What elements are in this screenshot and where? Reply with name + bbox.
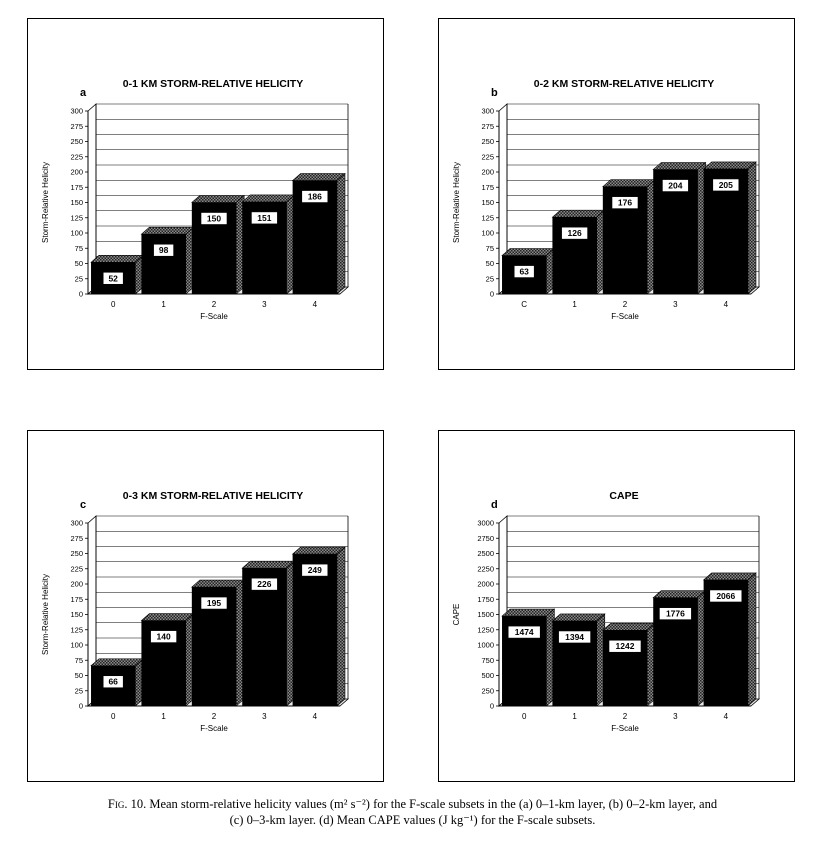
bar-top-face bbox=[552, 210, 604, 217]
y-tick-label: 125 bbox=[70, 625, 83, 635]
x-tick-label: 4 bbox=[723, 300, 729, 309]
x-tick-label: 4 bbox=[312, 712, 318, 721]
y-tick-label: 25 bbox=[485, 274, 494, 284]
x-tick-label: 3 bbox=[673, 300, 678, 309]
bar-top-face bbox=[502, 609, 554, 616]
data-label: 205 bbox=[718, 179, 733, 190]
data-label: 52 bbox=[108, 273, 118, 284]
bar-group bbox=[502, 249, 554, 294]
bar-top-face bbox=[293, 174, 345, 181]
y-tick-label: 1250 bbox=[477, 625, 494, 635]
y-tick-label: 75 bbox=[74, 655, 83, 665]
caption-line-2: (c) 0–3-km layer. (d) Mean CAPE values (J kg⁻¹) for the F-scale subsets. bbox=[229, 813, 596, 827]
y-tick-label: 225 bbox=[481, 152, 494, 162]
y-tick-label: 0 bbox=[489, 701, 494, 711]
data-label: 151 bbox=[257, 212, 272, 223]
y-tick-label: 175 bbox=[70, 594, 83, 604]
y-tick-label: 175 bbox=[70, 182, 83, 192]
y-tick-label: 75 bbox=[74, 243, 83, 253]
bar-group bbox=[192, 580, 244, 706]
bar-top-face bbox=[141, 614, 193, 621]
data-label: 98 bbox=[158, 245, 169, 256]
y-tick-label: 125 bbox=[70, 213, 83, 223]
chart-d-svg bbox=[439, 431, 794, 781]
bar-group bbox=[704, 162, 756, 294]
y-tick-label: 50 bbox=[74, 259, 83, 268]
y-tick-label: 250 bbox=[481, 137, 494, 146]
x-tick-label: C bbox=[521, 300, 528, 309]
bar-group bbox=[293, 547, 345, 706]
data-label: 226 bbox=[257, 579, 272, 590]
bar-top-face bbox=[502, 249, 554, 256]
bar-group bbox=[242, 561, 294, 706]
panel-letter: a bbox=[80, 87, 87, 99]
x-axis-label: F-Scale bbox=[200, 724, 228, 733]
data-label: 176 bbox=[617, 197, 633, 208]
chart-panel-a bbox=[27, 18, 384, 370]
panel-letter: c bbox=[80, 499, 87, 511]
chart-b-svg bbox=[439, 19, 794, 369]
bar-top-face bbox=[653, 163, 705, 170]
chart-panel-d bbox=[438, 430, 795, 782]
bar-top-face bbox=[653, 591, 705, 598]
data-label: 204 bbox=[668, 180, 683, 191]
chart-c-svg bbox=[28, 431, 383, 781]
data-label: 2066 bbox=[716, 590, 736, 601]
y-tick-label: 25 bbox=[74, 274, 83, 284]
panel-letter: d bbox=[491, 499, 498, 511]
y-tick-label: 50 bbox=[485, 259, 494, 268]
y-tick-label: 1500 bbox=[477, 610, 494, 619]
y-tick-label: 750 bbox=[481, 655, 494, 665]
y-tick-label: 275 bbox=[70, 533, 83, 543]
bar-group bbox=[91, 659, 143, 706]
y-tick-label: 2250 bbox=[477, 564, 494, 574]
data-label: 126 bbox=[567, 228, 582, 239]
y-tick-label: 150 bbox=[481, 198, 494, 207]
bar-group bbox=[653, 591, 705, 706]
x-tick-label: 1 bbox=[572, 300, 577, 309]
bar-top-face bbox=[242, 561, 294, 568]
x-tick-label: 2 bbox=[622, 712, 628, 721]
data-label: 1242 bbox=[615, 641, 635, 652]
y-tick-label: 125 bbox=[481, 213, 494, 223]
y-tick-label: 100 bbox=[70, 228, 83, 238]
bar-group bbox=[141, 614, 193, 706]
y-axis-label: Storm-Relative Helicity bbox=[452, 162, 461, 243]
y-tick-label: 250 bbox=[70, 137, 83, 146]
x-tick-label: 4 bbox=[312, 300, 318, 309]
chart-title: 0-2 KM STORM-RELATIVE HELICITY bbox=[533, 78, 715, 90]
x-tick-label: 3 bbox=[262, 712, 267, 721]
x-axis-label: F-Scale bbox=[611, 724, 639, 733]
bar-group bbox=[502, 609, 554, 706]
x-tick-label: 0 bbox=[110, 712, 116, 721]
bar-group bbox=[704, 573, 756, 706]
y-tick-label: 0 bbox=[489, 289, 494, 299]
y-axis-label: CAPE bbox=[452, 603, 461, 626]
x-tick-label: 4 bbox=[723, 712, 729, 721]
y-tick-label: 150 bbox=[70, 610, 83, 619]
x-tick-label: 2 bbox=[622, 300, 628, 309]
data-label: 150 bbox=[206, 213, 222, 224]
y-tick-label: 25 bbox=[74, 686, 83, 696]
bar-group bbox=[552, 614, 604, 706]
y-tick-label: 2000 bbox=[477, 579, 494, 589]
y-tick-label: 0 bbox=[78, 289, 83, 299]
data-label: 1776 bbox=[665, 608, 685, 619]
y-axis-label: Storm-Relative Helicity bbox=[41, 574, 50, 655]
x-tick-label: 3 bbox=[262, 300, 267, 309]
bar-top-face bbox=[192, 580, 244, 587]
y-tick-label: 2750 bbox=[477, 533, 494, 543]
y-tick-label: 225 bbox=[70, 152, 83, 162]
data-label: 63 bbox=[519, 266, 529, 277]
bar-top-face bbox=[91, 659, 143, 666]
bar bbox=[293, 554, 337, 706]
x-tick-label: 1 bbox=[572, 712, 577, 721]
y-tick-label: 200 bbox=[70, 167, 83, 177]
bar-group bbox=[293, 174, 345, 294]
data-label: 140 bbox=[156, 631, 171, 642]
x-axis-label: F-Scale bbox=[611, 312, 639, 321]
y-tick-label: 100 bbox=[70, 640, 83, 650]
data-label: 66 bbox=[108, 676, 118, 687]
data-label: 1474 bbox=[514, 627, 534, 638]
figure-label: Fig. 10. bbox=[107, 797, 147, 811]
x-tick-label: 0 bbox=[110, 300, 116, 309]
bar-group bbox=[242, 195, 294, 294]
x-tick-label: 3 bbox=[673, 712, 678, 721]
y-tick-label: 250 bbox=[481, 686, 494, 696]
y-tick-label: 500 bbox=[481, 671, 494, 680]
x-tick-label: 1 bbox=[161, 712, 166, 721]
bar-top-face bbox=[242, 195, 294, 202]
panel-letter: b bbox=[491, 87, 498, 99]
x-axis-label: F-Scale bbox=[200, 312, 228, 321]
bar-top-face bbox=[192, 196, 244, 203]
bar-side-face bbox=[337, 174, 345, 294]
bar-group bbox=[552, 210, 604, 294]
bar-top-face bbox=[603, 623, 655, 630]
y-tick-label: 2500 bbox=[477, 549, 494, 558]
y-tick-label: 200 bbox=[481, 167, 494, 177]
chart-panel-c bbox=[27, 430, 384, 782]
data-label: 195 bbox=[206, 598, 222, 609]
y-tick-label: 300 bbox=[70, 106, 83, 116]
y-tick-label: 300 bbox=[481, 106, 494, 116]
chart-a-svg bbox=[28, 19, 383, 369]
chart-title: 0-1 KM STORM-RELATIVE HELICITY bbox=[122, 78, 304, 90]
bar-top-face bbox=[293, 547, 345, 554]
bar-side-face bbox=[748, 162, 756, 294]
x-tick-label: 1 bbox=[161, 300, 166, 309]
chart-title: 0-3 KM STORM-RELATIVE HELICITY bbox=[122, 490, 304, 502]
y-tick-label: 150 bbox=[70, 198, 83, 207]
bar-group bbox=[91, 255, 143, 294]
bar-top-face bbox=[704, 162, 756, 169]
y-tick-label: 275 bbox=[70, 121, 83, 131]
bar-group bbox=[653, 163, 705, 294]
data-label: 186 bbox=[307, 191, 322, 202]
y-axis-label: Storm-Relative Helicity bbox=[41, 162, 50, 243]
chart-panel-b bbox=[438, 18, 795, 370]
bar bbox=[141, 234, 185, 294]
y-tick-label: 0 bbox=[78, 701, 83, 711]
bar-side-face bbox=[337, 547, 345, 706]
y-tick-label: 1750 bbox=[477, 594, 494, 604]
bar-top-face bbox=[603, 180, 655, 187]
data-label: 1394 bbox=[565, 631, 585, 642]
y-tick-label: 100 bbox=[481, 228, 494, 238]
y-tick-label: 3000 bbox=[477, 518, 494, 528]
x-tick-label: 2 bbox=[211, 712, 217, 721]
bar-top-face bbox=[91, 255, 143, 262]
y-tick-label: 225 bbox=[70, 564, 83, 574]
bar-group bbox=[141, 227, 193, 294]
x-tick-label: 0 bbox=[521, 712, 527, 721]
y-tick-label: 300 bbox=[70, 518, 83, 528]
data-label: 249 bbox=[307, 565, 322, 576]
bar-group bbox=[603, 623, 655, 706]
y-tick-label: 1000 bbox=[477, 640, 494, 650]
y-tick-label: 275 bbox=[481, 121, 494, 131]
y-tick-label: 50 bbox=[74, 671, 83, 680]
bar-group bbox=[192, 196, 244, 295]
bar-top-face bbox=[704, 573, 756, 580]
chart-title: CAPE bbox=[609, 490, 639, 502]
bar-top-face bbox=[141, 227, 193, 234]
y-tick-label: 250 bbox=[70, 549, 83, 558]
bar-side-face bbox=[748, 573, 756, 706]
x-tick-label: 2 bbox=[211, 300, 217, 309]
y-tick-label: 200 bbox=[70, 579, 83, 589]
bar-top-face bbox=[552, 614, 604, 621]
figure-caption bbox=[30, 796, 795, 828]
y-tick-label: 175 bbox=[481, 182, 494, 192]
caption-line-1: Mean storm-relative helicity values (m² s⁻²) for the F-scale subsets in the (a) 0–1-km layer, (b) 0–2-km layer, and bbox=[146, 797, 718, 811]
y-tick-label: 75 bbox=[485, 243, 494, 253]
bar-group bbox=[603, 180, 655, 294]
